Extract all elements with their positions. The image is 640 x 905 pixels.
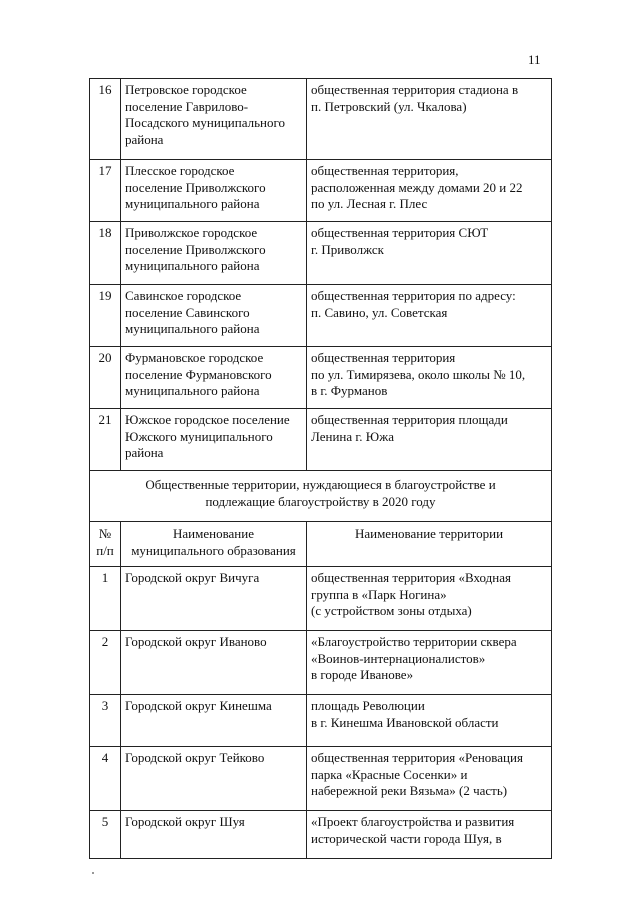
territory-name: «Проект благоустройства и развития исторической части города Шуя, в [307, 811, 552, 859]
municipality-name: Городской округ Тейково [121, 747, 307, 811]
municipality-name: Городской округ Вичуга [121, 567, 307, 631]
territory-name: «Благоустройство территории сквера «Воинов-интернационалистов» в городе Иванове» [307, 631, 552, 695]
municipality-name: Фурмановское городское поселение Фурмановского муниципального района [121, 347, 307, 409]
municipality-name: Городской округ Шуя [121, 811, 307, 859]
row-number: 17 [90, 160, 121, 222]
table-row [90, 631, 552, 695]
table-row [90, 747, 552, 811]
row-number: 21 [90, 409, 121, 471]
municipality-name: Приволжское городское поселение Приволжского муниципального района [121, 222, 307, 285]
row-number: 18 [90, 222, 121, 285]
table-row [90, 222, 552, 285]
municipality-name: Городской округ Иваново [121, 631, 307, 695]
territories-table [89, 78, 552, 859]
row-number: 4 [90, 747, 121, 811]
territory-name: общественная территория СЮТ г. Приволжск [307, 222, 552, 285]
scan-speck [92, 872, 94, 874]
page-number: 11 [528, 52, 541, 67]
table-row [90, 695, 552, 747]
header-number: № п/п [90, 522, 121, 567]
row-number: 3 [90, 695, 121, 747]
municipality-name: Южское городское поселение Южского муниципального района [121, 409, 307, 471]
municipality-name: Савинское городское поселение Савинского муниципального района [121, 285, 307, 347]
municipality-name: Плесское городское поселение Приволжского муниципального района [121, 160, 307, 222]
row-number: 19 [90, 285, 121, 347]
row-number: 16 [90, 79, 121, 160]
territory-name: площадь Революции в г. Кинешма Ивановской области [307, 695, 552, 747]
territory-name: общественная территория по адресу: п. Савино, ул. Советская [307, 285, 552, 347]
row-number: 2 [90, 631, 121, 695]
municipality-name: Петровское городское поселение Гаврилово- Посадского муниципального района [121, 79, 307, 160]
row-number: 1 [90, 567, 121, 631]
section-title: Общественные территории, нуждающиеся в благоустройстве и подлежащие благоустройству в 2020 году [90, 471, 552, 522]
territory-name: общественная территория стадиона в п. Петровский (ул. Чкалова) [307, 79, 552, 160]
table-row [90, 160, 552, 222]
table-row [90, 811, 552, 859]
row-number: 5 [90, 811, 121, 859]
header-territory: Наименование территории [307, 522, 552, 567]
territory-name: общественная территория по ул. Тимирязева, около школы № 10, в г. Фурманов [307, 347, 552, 409]
row-number: 20 [90, 347, 121, 409]
municipality-name: Городской округ Кинешма [121, 695, 307, 747]
territory-name: общественная территория «Входная группа в «Парк Ногина» (с устройством зоны отдыха) [307, 567, 552, 631]
table-row [90, 567, 552, 631]
territory-name: общественная территория, расположенная между домами 20 и 22 по ул. Лесная г. Плес [307, 160, 552, 222]
territory-name: общественная территория площади Ленина г. Южа [307, 409, 552, 471]
table-header-row [90, 522, 552, 567]
header-municipality: Наименование муниципального образования [121, 522, 307, 567]
section-row [90, 471, 552, 522]
territory-name: общественная территория «Реновация парка «Красные Сосенки» и набережной реки Вязьма» (2 часть) [307, 747, 552, 811]
table-row [90, 79, 552, 160]
table-row [90, 285, 552, 347]
table-row [90, 409, 552, 471]
table-row [90, 347, 552, 409]
